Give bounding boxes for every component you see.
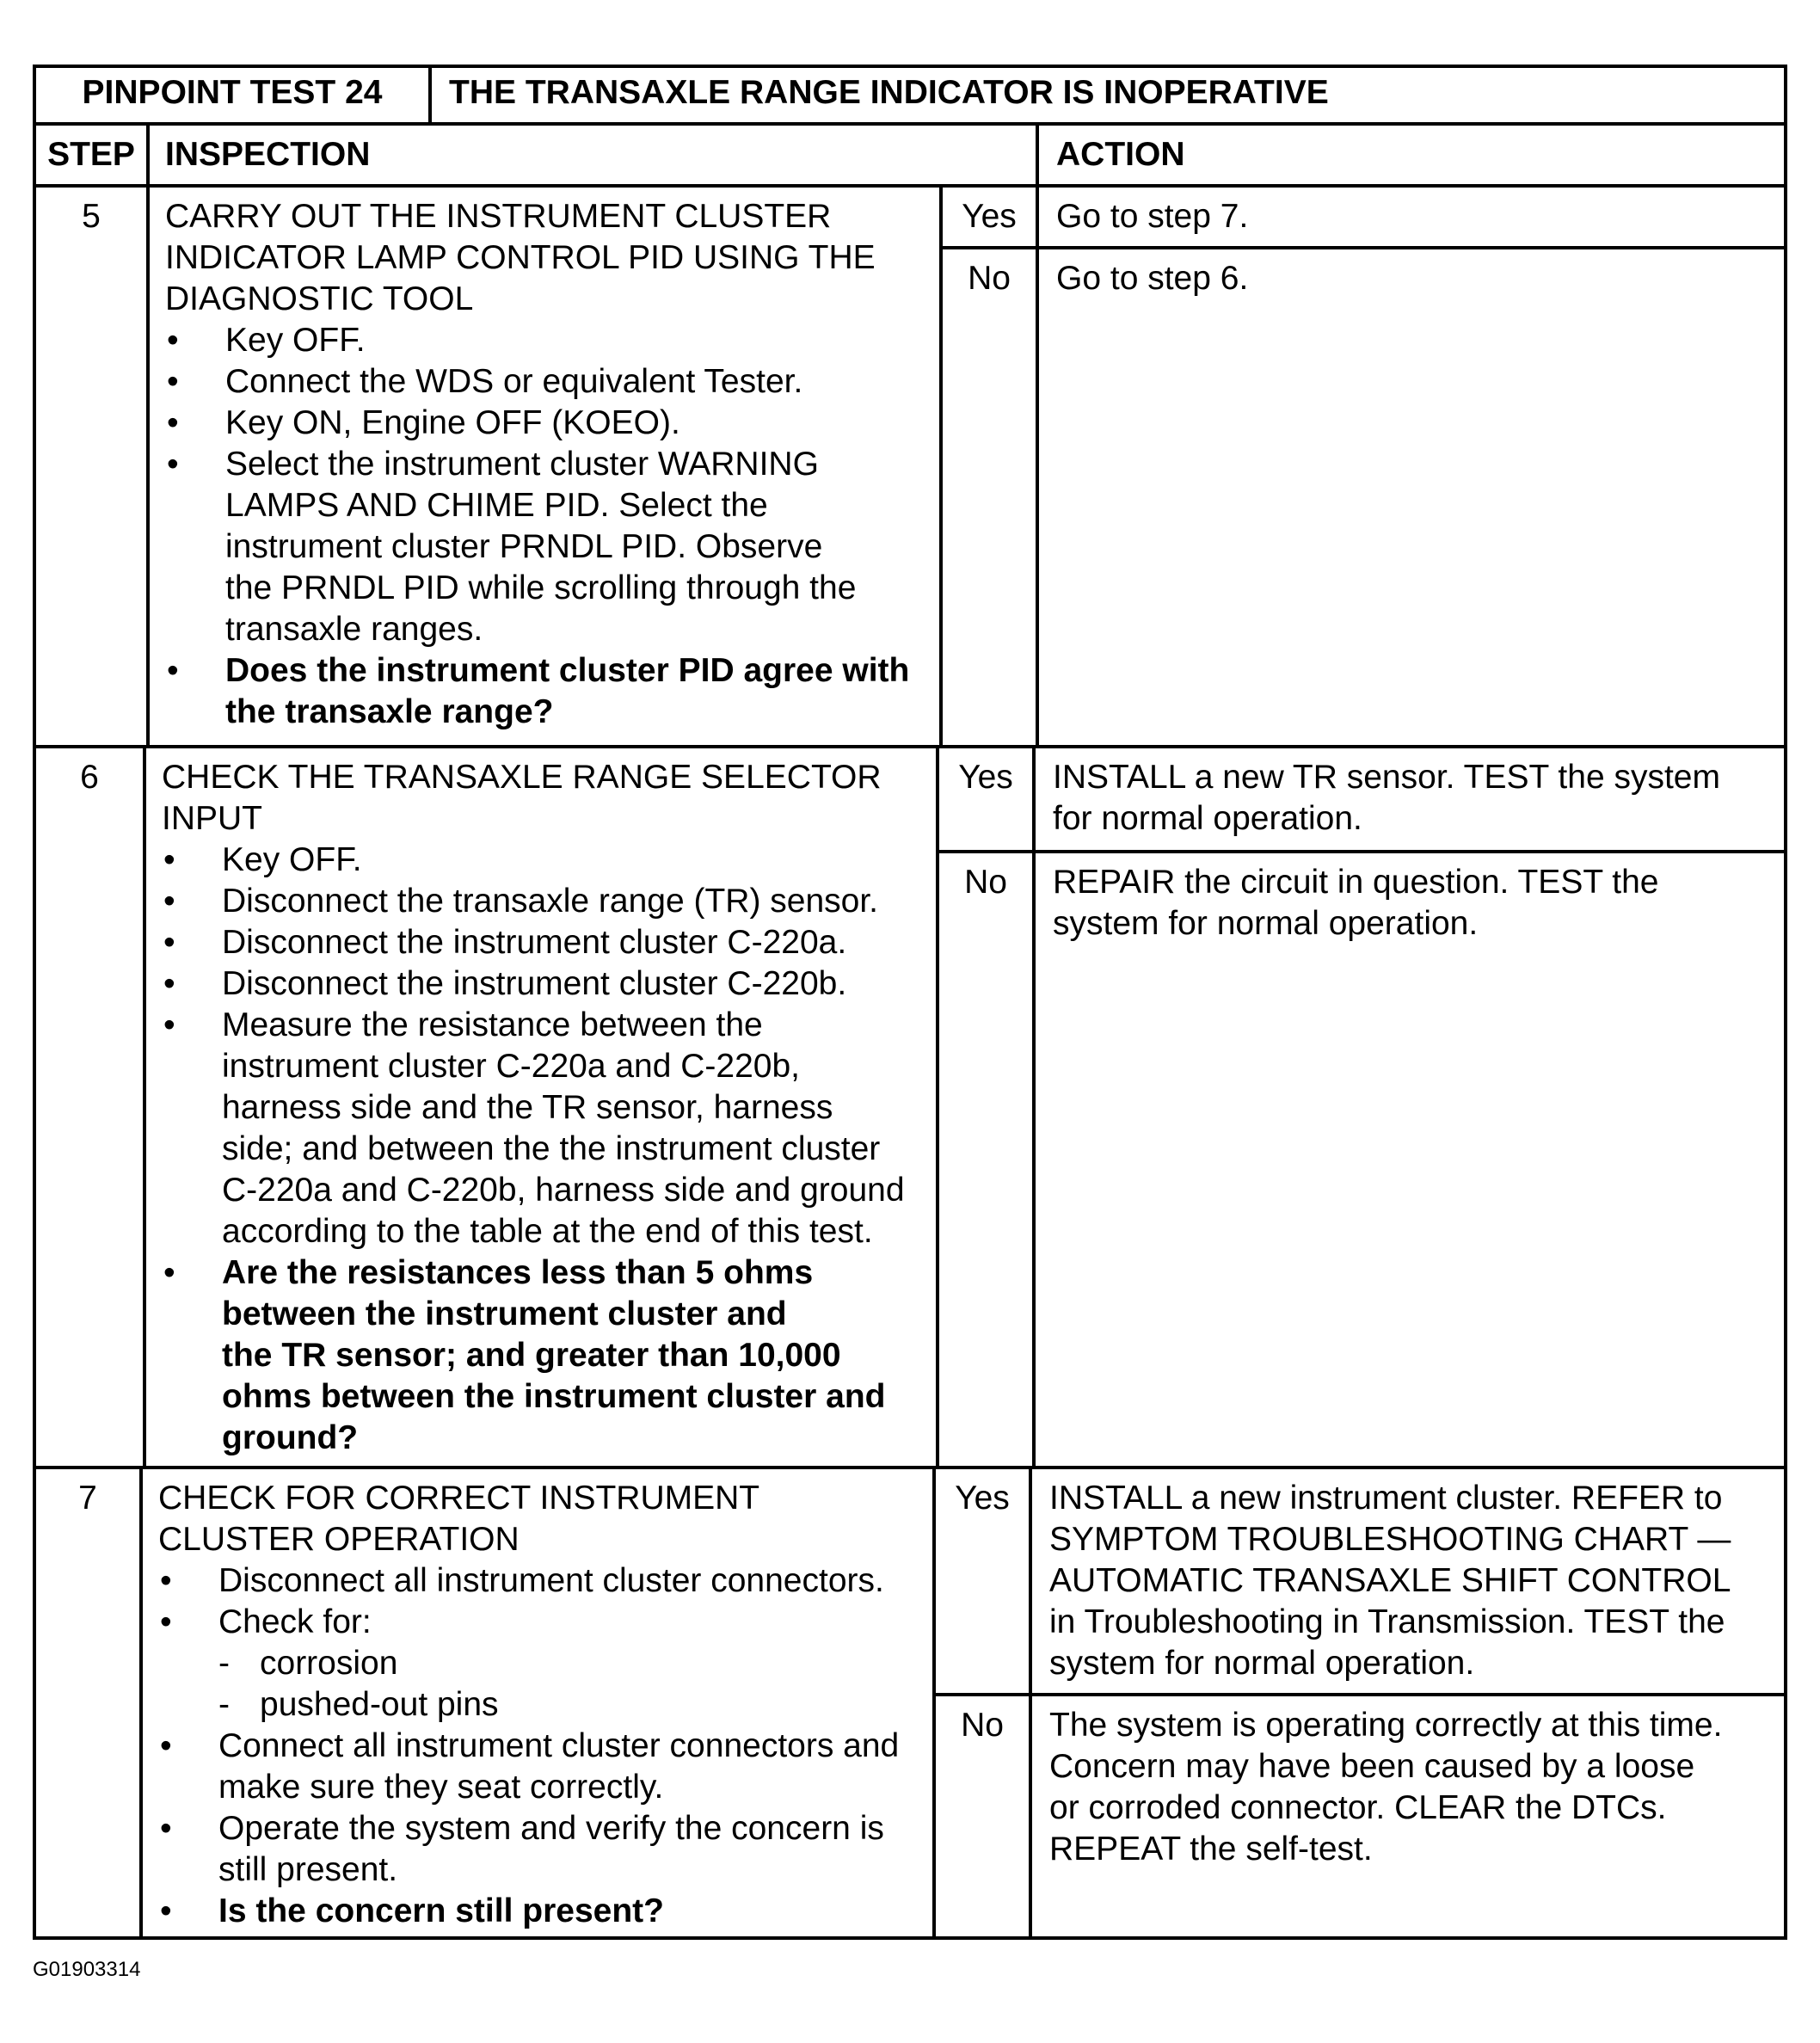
inspection-question-line: ohms between the instrument cluster and bbox=[222, 1378, 886, 1415]
yes-action-line: INSTALL a new TR sensor. TEST the system bbox=[1053, 759, 1720, 796]
column-header-step: STEP bbox=[47, 136, 135, 173]
inspection-bullet-line: Measure the resistance between the bbox=[222, 1006, 763, 1043]
no-label: No bbox=[964, 864, 1007, 901]
step-number: 6 bbox=[80, 759, 99, 796]
inspection-bullet-line: harness side and the TR sensor, harness bbox=[222, 1089, 833, 1126]
bullet-icon: • bbox=[167, 446, 179, 483]
yes-label: Yes bbox=[955, 1480, 1010, 1517]
inspection-bullet-line: according to the table at the end of this test. bbox=[222, 1213, 873, 1250]
action-column-separator-a bbox=[1036, 122, 1039, 747]
bullet-icon: • bbox=[163, 841, 175, 878]
bullet-icon: • bbox=[163, 965, 175, 1002]
inspection-sub-item: pushed-out pins bbox=[260, 1686, 499, 1723]
bullet-icon: • bbox=[167, 363, 179, 400]
dash-icon: - bbox=[218, 1645, 230, 1682]
column-header-divider bbox=[33, 184, 1787, 188]
no-action-line: or corroded connector. CLEAR the DTCs. bbox=[1049, 1789, 1667, 1826]
inspection-bullet-line: instrument cluster PRNDL PID. Observe bbox=[225, 528, 823, 565]
inspection-question-line: the TR sensor; and greater than 10,000 bbox=[222, 1337, 841, 1374]
inspection-bullet-line: Connect the WDS or equivalent Tester. bbox=[225, 363, 803, 400]
inspection-bullet-line: Disconnect the transaxle range (TR) sensor. bbox=[222, 883, 879, 920]
bullet-icon: • bbox=[160, 1603, 172, 1640]
yes-action-line: in Troubleshooting in Transmission. TEST the bbox=[1049, 1603, 1725, 1640]
inspection-bullet-line: Key OFF. bbox=[225, 322, 366, 359]
inspection-bullet-line: side; and between the the instrument cluster bbox=[222, 1130, 881, 1167]
inspection-bullet-line: Select the instrument cluster WARNING bbox=[225, 446, 819, 483]
no-action-line: Go to step 6. bbox=[1056, 260, 1249, 297]
yes-action-line: system for normal operation. bbox=[1049, 1645, 1475, 1682]
bullet-icon: • bbox=[167, 404, 179, 441]
bullet-icon: • bbox=[163, 883, 175, 920]
step7-yes-no-divider bbox=[932, 1693, 1787, 1696]
test-title: THE TRANSAXLE RANGE INDICATOR IS INOPERATIVE bbox=[449, 74, 1329, 111]
column-header-action: ACTION bbox=[1056, 136, 1185, 173]
yes-action-line: SYMPTOM TROUBLESHOOTING CHART — bbox=[1049, 1521, 1731, 1558]
yes-label: Yes bbox=[958, 759, 1013, 796]
no-label: No bbox=[961, 1707, 1004, 1744]
inspection-bullet-line: C-220a and C-220b, harness side and ground bbox=[222, 1172, 905, 1209]
inspection-heading-line: CHECK FOR CORRECT INSTRUMENT bbox=[158, 1480, 760, 1517]
figure-id: G01903314 bbox=[33, 1958, 141, 1981]
no-action-line: REPAIR the circuit in question. TEST the bbox=[1053, 864, 1659, 901]
step-column-separator-a bbox=[146, 122, 150, 747]
inspection-heading-line: INDICATOR LAMP CONTROL PID USING THE bbox=[165, 239, 876, 276]
no-label: No bbox=[968, 260, 1011, 297]
no-action-line: The system is operating correctly at this time. bbox=[1049, 1707, 1723, 1744]
no-action-line: Concern may have been caused by a loose bbox=[1049, 1748, 1695, 1785]
step5-yes-no-divider bbox=[939, 246, 1787, 249]
inspection-bullet-line: make sure they seat correctly. bbox=[218, 1769, 664, 1806]
inspection-heading-line: CARRY OUT THE INSTRUMENT CLUSTER bbox=[165, 198, 832, 235]
yes-action-line: for normal operation. bbox=[1053, 800, 1362, 837]
inspection-question-line: Does the instrument cluster PID agree with bbox=[225, 652, 910, 689]
inspection-question-line: the transaxle range? bbox=[225, 693, 554, 730]
inspection-bullet-line: Key ON, Engine OFF (KOEO). bbox=[225, 404, 680, 441]
bullet-icon: • bbox=[163, 1254, 175, 1291]
bullet-icon: • bbox=[160, 1727, 172, 1764]
yes-no-column-separator-c bbox=[932, 1466, 936, 1940]
inspection-heading-line: CHECK THE TRANSAXLE RANGE SELECTOR bbox=[162, 759, 882, 796]
inspection-bullet-line: the PRNDL PID while scrolling through the bbox=[225, 569, 857, 606]
bullet-icon: • bbox=[160, 1562, 172, 1599]
inspection-bullet-line: Disconnect the instrument cluster C-220b. bbox=[222, 965, 847, 1002]
inspection-bullet-line: Check for: bbox=[218, 1603, 372, 1640]
action-column-separator-c bbox=[1029, 1466, 1032, 1940]
yes-label: Yes bbox=[962, 198, 1017, 235]
inspection-heading-line: CLUSTER OPERATION bbox=[158, 1521, 520, 1558]
column-header-inspection: INSPECTION bbox=[165, 136, 371, 173]
inspection-heading-line: DIAGNOSTIC TOOL bbox=[165, 280, 474, 317]
no-action-line: system for normal operation. bbox=[1053, 905, 1479, 942]
inspection-bullet-line: instrument cluster C-220a and C-220b, bbox=[222, 1048, 801, 1085]
inspection-bullet-line: transaxle ranges. bbox=[225, 611, 483, 648]
bullet-icon: • bbox=[160, 1810, 172, 1847]
step-number: 7 bbox=[78, 1480, 97, 1517]
dash-icon: - bbox=[218, 1686, 230, 1723]
inspection-bullet-line: Connect all instrument cluster connectors and bbox=[218, 1727, 900, 1764]
no-action-line: REPEAT the self-test. bbox=[1049, 1831, 1373, 1868]
yes-action-line: AUTOMATIC TRANSAXLE SHIFT CONTROL bbox=[1049, 1562, 1731, 1599]
inspection-question-line: Is the concern still present? bbox=[218, 1892, 664, 1929]
bullet-icon: • bbox=[163, 1006, 175, 1043]
inspection-bullet-line: LAMPS AND CHIME PID. Select the bbox=[225, 487, 768, 524]
test-id: PINPOINT TEST 24 bbox=[82, 74, 383, 111]
bullet-icon: • bbox=[167, 652, 179, 689]
inspection-bullet-line: Disconnect all instrument cluster connectors. bbox=[218, 1562, 884, 1599]
bullet-icon: • bbox=[160, 1892, 172, 1929]
step-column-separator-b bbox=[143, 745, 146, 1468]
inspection-question-line: ground? bbox=[222, 1419, 359, 1456]
header-title-separator bbox=[428, 65, 432, 124]
bullet-icon: • bbox=[167, 322, 179, 359]
yes-no-column-separator-b bbox=[936, 745, 939, 1468]
inspection-heading-line: INPUT bbox=[162, 800, 262, 837]
inspection-question-line: Are the resistances less than 5 ohms bbox=[222, 1254, 814, 1291]
step-number: 5 bbox=[82, 198, 101, 235]
inspection-sub-item: corrosion bbox=[260, 1645, 398, 1682]
inspection-bullet-line: still present. bbox=[218, 1851, 398, 1888]
inspection-bullet-line: Key OFF. bbox=[222, 841, 362, 878]
bullet-icon: • bbox=[163, 924, 175, 961]
inspection-bullet-line: Disconnect the instrument cluster C-220a. bbox=[222, 924, 847, 961]
step5-6-divider bbox=[33, 745, 1787, 748]
inspection-question-line: between the instrument cluster and bbox=[222, 1295, 787, 1332]
yes-action-line: INSTALL a new instrument cluster. REFER to bbox=[1049, 1480, 1723, 1517]
action-column-separator-b bbox=[1032, 745, 1036, 1468]
inspection-bullet-line: Operate the system and verify the concern is bbox=[218, 1810, 884, 1847]
step6-yes-no-divider bbox=[936, 850, 1787, 853]
header-divider bbox=[33, 122, 1787, 126]
yes-action-line: Go to step 7. bbox=[1056, 198, 1249, 235]
step6-7-divider bbox=[33, 1466, 1787, 1469]
step-column-separator-c bbox=[139, 1466, 143, 1940]
